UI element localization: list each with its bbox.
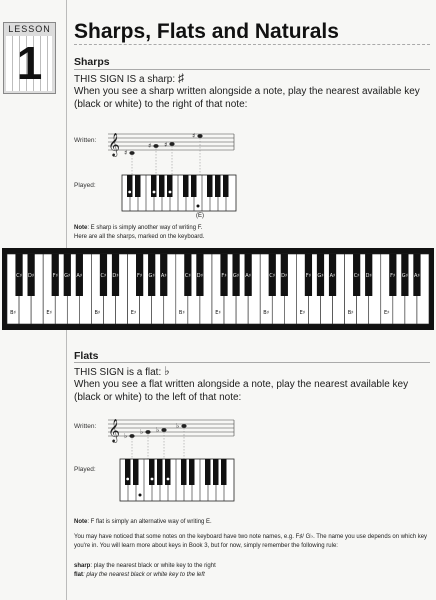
key-names-paragraph: You may have noticed that some notes on the keyboard have two note names, e.g. F♯/ G♭. The name you use depends on which key you're in. You will learn more about keys in Book 3, but for now, simply remember the following rule: bbox=[74, 534, 428, 549]
black-key-label: G♯ bbox=[317, 273, 324, 280]
black-key-label: A♯ bbox=[245, 273, 252, 280]
flat-description: When you see a flat written alongside a note, play the nearest available key (black or white) to the left of that note: bbox=[74, 379, 409, 403]
black-key-label: F♯ bbox=[136, 273, 143, 280]
white-key-label: E♯ bbox=[384, 310, 390, 317]
black-key-label: C♯ bbox=[100, 273, 107, 280]
white-key-label: E♯ bbox=[130, 310, 137, 317]
written-label: Written: bbox=[74, 137, 97, 144]
white-key-label: E♯ bbox=[299, 310, 306, 317]
black-key-label: G♯ bbox=[64, 273, 71, 280]
black-key-label: C♯ bbox=[184, 273, 191, 280]
note-text: : F flat is simply an alternative way of writing E. bbox=[87, 519, 212, 525]
sharp-description: When you see a sharp written alongside a note, play the nearest available key (black or white) to the right of that note: bbox=[74, 86, 420, 110]
black-key-label: D♯ bbox=[27, 273, 35, 280]
svg-text:♯: ♯ bbox=[124, 149, 128, 157]
flat-sign-text: THIS SIGN is a flat: bbox=[74, 367, 162, 378]
rule-flat-text: : play the nearest black or white key to the left bbox=[83, 572, 205, 578]
white-key-label: E♯ bbox=[46, 310, 52, 317]
flat-staff bbox=[104, 416, 236, 452]
white-key-label: B♯ bbox=[10, 310, 16, 317]
svg-text:♭: ♭ bbox=[124, 432, 128, 440]
black-key-label: G♯ bbox=[232, 273, 240, 280]
black-key-label: D♯ bbox=[281, 273, 288, 280]
svg-text:♯: ♯ bbox=[192, 132, 196, 140]
rule-flat bbox=[74, 571, 430, 580]
page-title: Sharps, Flats and Naturals bbox=[74, 20, 339, 43]
rule-sharp-text: : play the nearest black or white key to the right bbox=[90, 563, 216, 569]
sharps-intro: Here are all the sharps, marked on the keyboard. bbox=[74, 234, 205, 240]
black-key-label: C♯ bbox=[353, 273, 360, 280]
black-key-label: A♯ bbox=[160, 273, 167, 280]
black-key-label: F♯ bbox=[390, 273, 396, 280]
note-text: : E sharp is simply another way of writing F. bbox=[87, 225, 203, 231]
black-key-label: A♯ bbox=[76, 273, 83, 280]
black-key-label: F♯ bbox=[305, 273, 312, 280]
black-key-label: C♯ bbox=[269, 273, 276, 280]
black-key-label: D♯ bbox=[112, 273, 119, 280]
flat-played-keyboard bbox=[120, 459, 236, 503]
keyboard-ref-label: (E) bbox=[196, 213, 204, 219]
rule-sharp bbox=[74, 562, 430, 571]
sharp-sign-icon: ♯ bbox=[177, 71, 184, 85]
full-keyboard bbox=[2, 248, 434, 330]
white-key-label: B♯ bbox=[347, 310, 354, 317]
lesson-badge bbox=[3, 22, 56, 94]
svg-text:♯: ♯ bbox=[148, 142, 152, 150]
black-key-label: A♯ bbox=[414, 273, 420, 280]
svg-text:♭: ♭ bbox=[176, 422, 180, 430]
sharp-note bbox=[74, 224, 430, 233]
played-label: Played: bbox=[74, 182, 96, 189]
black-key-label: G♯ bbox=[401, 273, 409, 280]
treble-clef-icon: 𝄞 bbox=[108, 132, 120, 156]
white-key-label: B♯ bbox=[263, 310, 270, 317]
lesson-number: 1 bbox=[16, 37, 43, 89]
sharp-sign-text: THIS SIGN IS a sharp: bbox=[74, 74, 176, 85]
title-divider bbox=[74, 44, 430, 45]
flat-sign-line bbox=[74, 365, 430, 379]
played-label: Played: bbox=[74, 466, 96, 473]
treble-clef-icon: 𝄞 bbox=[108, 418, 120, 442]
svg-text:♯: ♯ bbox=[164, 141, 168, 149]
lesson-label: LESSON bbox=[8, 24, 51, 34]
rule-sharp-bold: sharp bbox=[74, 563, 91, 569]
flat-sign-icon: ♭ bbox=[164, 364, 170, 378]
black-key-label: D♯ bbox=[365, 273, 372, 280]
rule-flat-bold: flat bbox=[74, 572, 83, 578]
svg-text:♭: ♭ bbox=[156, 426, 160, 434]
white-key-label: B♯ bbox=[94, 310, 101, 317]
black-key-label: C♯ bbox=[16, 273, 23, 280]
sharp-staff bbox=[104, 130, 236, 166]
black-key-label: A♯ bbox=[329, 273, 336, 280]
black-key-label: F♯ bbox=[52, 273, 58, 280]
white-key-label: E♯ bbox=[215, 310, 221, 317]
note-bold: Note bbox=[74, 225, 88, 231]
note-bold: Note bbox=[74, 519, 88, 525]
black-key-label: G♯ bbox=[148, 273, 155, 280]
written-label: Written: bbox=[74, 423, 97, 430]
sharp-played-keyboard bbox=[122, 175, 238, 212]
black-key-label: F♯ bbox=[221, 273, 227, 280]
section-divider bbox=[74, 362, 430, 363]
section-divider bbox=[74, 69, 430, 70]
white-key-label: B♯ bbox=[178, 310, 185, 317]
black-key-label: D♯ bbox=[196, 273, 204, 280]
section-heading-sharps: Sharps bbox=[74, 56, 110, 68]
sharp-sign-line bbox=[74, 72, 430, 86]
svg-text:♭: ♭ bbox=[140, 428, 144, 436]
section-heading-flats: Flats bbox=[74, 350, 99, 362]
flat-note bbox=[74, 518, 430, 527]
